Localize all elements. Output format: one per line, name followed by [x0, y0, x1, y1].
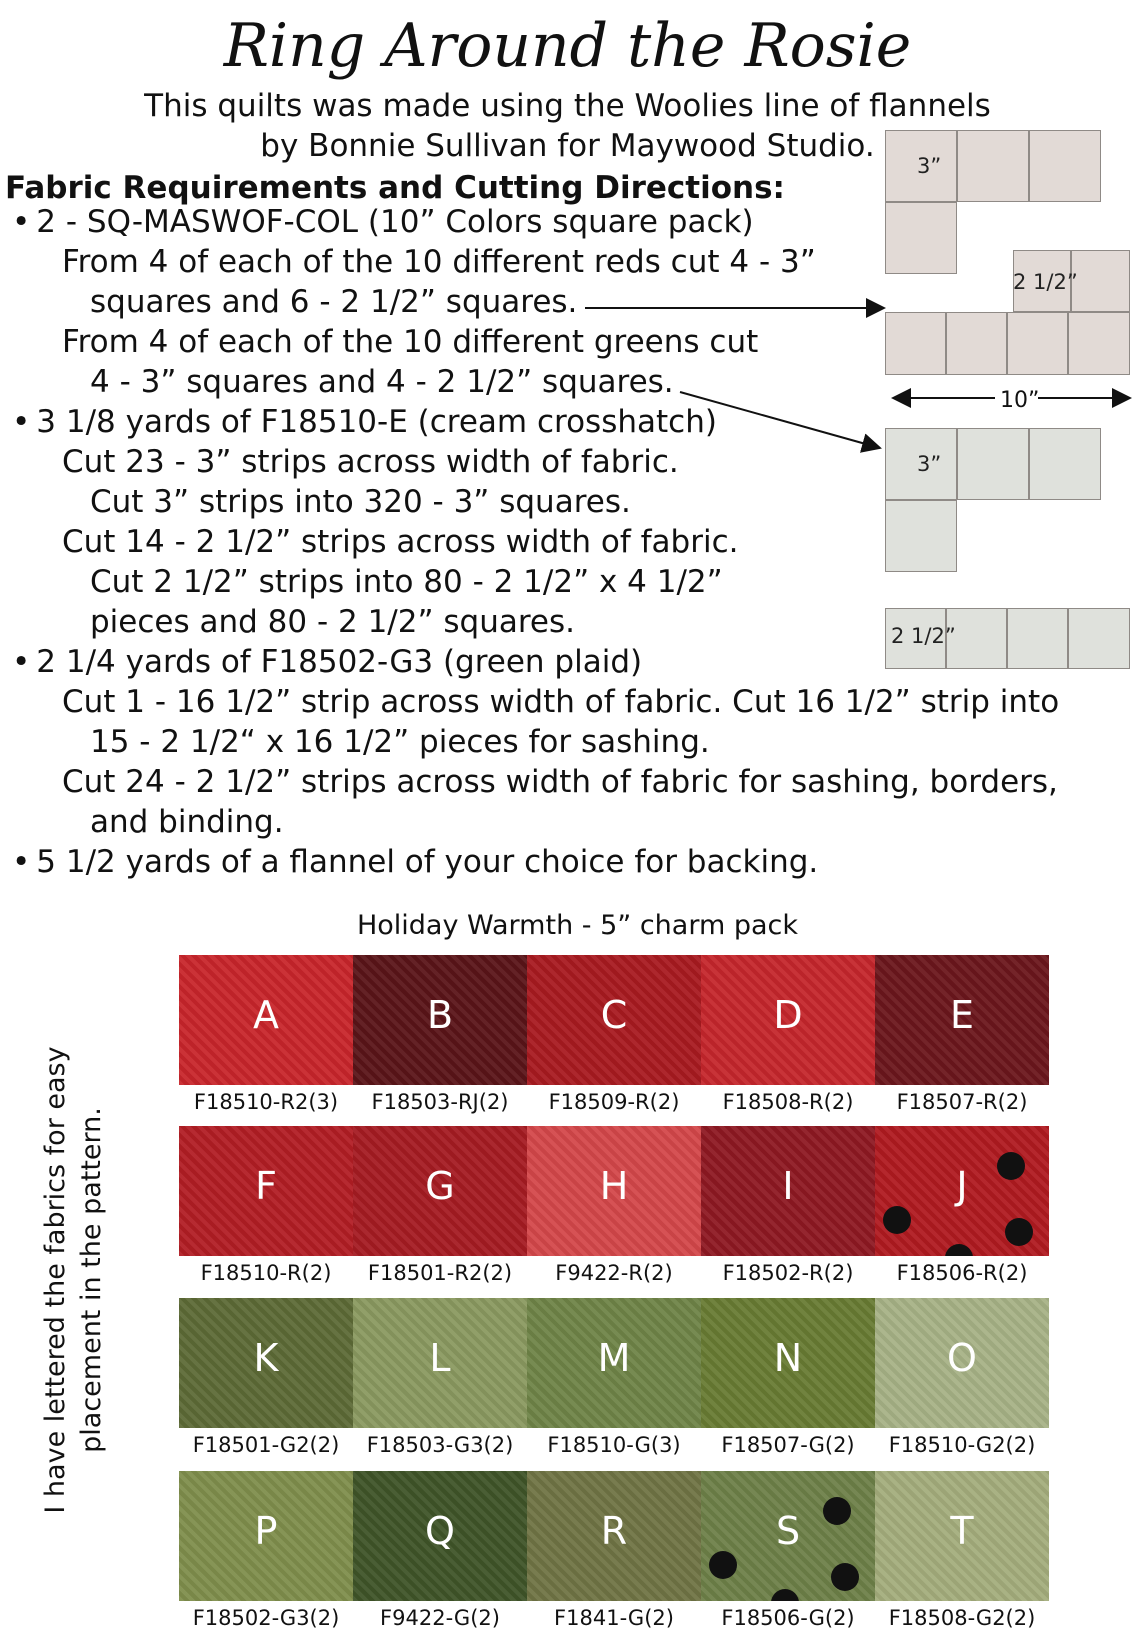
- swatch-letter: R: [600, 1509, 628, 1553]
- instruction-line: [90, 722, 710, 762]
- intro-line-1: This quilts was made using the Woolies line of flannels: [144, 88, 991, 124]
- polka-dot-icon: [945, 1244, 973, 1256]
- instruction-text: Cut 23 - 3” strips across width of fabric.: [62, 444, 679, 480]
- pointer-arrows: [0, 0, 1135, 700]
- swatch-letter: O: [947, 1336, 977, 1380]
- fabric-swatch-e: [875, 955, 1049, 1085]
- swatch-letter: H: [599, 1164, 629, 1208]
- instruction-text: Cut 1 - 16 1/2” strip across width of fabric. Cut 16 1/2” strip into: [62, 684, 1060, 720]
- swatch-letter: K: [253, 1336, 279, 1380]
- instruction-text: 15 - 2 1/2“ x 16 1/2” pieces for sashing.: [90, 724, 710, 760]
- charm-pack-title: Holiday Warmth - 5” charm pack: [356, 910, 799, 941]
- instruction-text: pieces and 80 - 2 1/2” squares.: [90, 604, 575, 640]
- diagram-label-3-inch: 3”: [917, 154, 942, 178]
- instruction-text: Cut 14 - 2 1/2” strips across width of fabric.: [62, 524, 739, 560]
- swatch-letter: I: [782, 1164, 794, 1208]
- swatch-code: F18508-G2(2): [888, 1606, 1036, 1630]
- swatch-letter: L: [429, 1336, 451, 1380]
- swatch-letter: G: [425, 1164, 455, 1208]
- polka-dot-icon: [831, 1563, 859, 1591]
- instruction-text: From 4 of each of the 10 different greens cut: [62, 324, 759, 360]
- swatch-letter: M: [597, 1336, 631, 1380]
- swatch-letter: P: [254, 1509, 278, 1553]
- fabric-swatch-g: [353, 1126, 527, 1256]
- bullet-icon: •: [12, 204, 31, 240]
- polka-dot-icon: [709, 1551, 737, 1579]
- swatch-code: F18502-R(2): [722, 1261, 854, 1285]
- bullet-icon: •: [12, 644, 31, 680]
- instruction-text: Cut 2 1/2” strips into 80 - 2 1/2” x 4 1/2”: [90, 564, 723, 600]
- instruction-text: Cut 24 - 2 1/2” strips across width of fabric for sashing, borders,: [62, 764, 1058, 800]
- fabric-swatch-n: [701, 1298, 875, 1428]
- swatch-code: F18507-G(2): [721, 1433, 855, 1457]
- fabric-swatch-p: [179, 1471, 353, 1601]
- arrow-to-cream-block: [680, 392, 880, 448]
- fabric-swatch-i: [701, 1126, 875, 1256]
- fabric-swatch-s: [701, 1471, 875, 1601]
- swatch-code: F18502-G3(2): [192, 1606, 340, 1630]
- swatch-code: F18509-R(2): [548, 1090, 680, 1114]
- swatch-code: F9422-G(2): [380, 1606, 500, 1630]
- polka-dot-icon: [771, 1589, 799, 1601]
- diagram-label-2-5-inch: 2 1/2”: [1013, 270, 1078, 294]
- fabric-swatch-r: [527, 1471, 701, 1601]
- swatch-code: F18507-R(2): [896, 1090, 1028, 1114]
- instruction-text: 2 - SQ-MASWOF-COL (10” Colors square pack): [36, 204, 754, 240]
- fabric-swatch-o: [875, 1298, 1049, 1428]
- swatch-letter: C: [600, 993, 628, 1037]
- dimension-label: 10”: [1000, 388, 1040, 413]
- swatch-letter: B: [426, 993, 454, 1037]
- instruction-line: [90, 802, 284, 842]
- side-note: I have lettered the fabrics for easy placement in the pattern.: [40, 1046, 107, 1514]
- swatch-letter: A: [253, 993, 279, 1037]
- section-heading: Fabric Requirements and Cutting Directions:: [5, 170, 785, 206]
- swatch-code: F1841-G(2): [554, 1606, 674, 1630]
- instruction-line: [62, 762, 1058, 802]
- swatch-letter: Q: [425, 1509, 455, 1553]
- swatch-code: F18503-RJ(2): [371, 1090, 509, 1114]
- swatch-code: F18501-G2(2): [192, 1433, 340, 1457]
- swatch-code: F18506-G(2): [721, 1606, 855, 1630]
- diagram-label-2-5-inch: 2 1/2”: [891, 624, 956, 648]
- fabric-swatch-f: [179, 1126, 353, 1256]
- instruction-text: 3 1/8 yards of F18510-E (cream crosshatch): [36, 404, 717, 440]
- instruction-text: 4 - 3” squares and 4 - 2 1/2” squares.: [90, 364, 674, 400]
- fabric-swatch-j: [875, 1126, 1049, 1256]
- instruction-text: 2 1/4 yards of F18502-G3 (green plaid): [36, 644, 643, 680]
- swatch-letter: F: [255, 1164, 277, 1208]
- intro-line-2: by Bonnie Sullivan for Maywood Studio.: [260, 128, 875, 164]
- bullet-icon: •: [12, 844, 31, 880]
- polka-dot-icon: [1005, 1218, 1033, 1246]
- instruction-text: Cut 3” strips into 320 - 3” squares.: [90, 484, 631, 520]
- bullet-icon: •: [12, 404, 31, 440]
- swatch-code: F18501-R2(2): [367, 1261, 513, 1285]
- swatch-code: F18510-R2(3): [193, 1090, 339, 1114]
- instruction-text: squares and 6 - 2 1/2” squares.: [90, 284, 578, 320]
- fabric-swatch-k: [179, 1298, 353, 1428]
- swatch-code: F18510-G(3): [547, 1433, 681, 1457]
- swatch-code: F18503-G3(2): [366, 1433, 514, 1457]
- fabric-swatch-t: [875, 1471, 1049, 1601]
- swatch-code: F18506-R(2): [896, 1261, 1028, 1285]
- instruction-text: 5 1/2 yards of a flannel of your choice for backing.: [36, 844, 819, 880]
- swatch-letter: E: [949, 993, 974, 1037]
- fabric-swatch-b: [353, 955, 527, 1085]
- fabric-swatch-d: [701, 955, 875, 1085]
- page-title: Ring Around the Rosie: [223, 11, 912, 81]
- swatch-letter: T: [950, 1509, 974, 1553]
- polka-dot-icon: [883, 1206, 911, 1234]
- diagram-label-3-inch: 3”: [917, 452, 942, 476]
- swatch-code: F18508-R(2): [722, 1090, 854, 1114]
- bullet-item: [12, 842, 818, 882]
- fabric-swatch-a: [179, 955, 353, 1085]
- swatch-code: F9422-R(2): [555, 1261, 673, 1285]
- swatch-code: F18510-G2(2): [888, 1433, 1036, 1457]
- swatch-letter: S: [775, 1509, 801, 1553]
- swatch-letter: N: [773, 1336, 803, 1380]
- fabric-swatch-c: [527, 955, 701, 1085]
- swatch-letter: D: [773, 993, 803, 1037]
- fabric-swatch-m: [527, 1298, 701, 1428]
- instruction-text: and binding.: [90, 804, 284, 840]
- fabric-swatch-l: [353, 1298, 527, 1428]
- instruction-text: From 4 of each of the 10 different reds cut 4 - 3”: [62, 244, 816, 280]
- swatch-code: F18510-R(2): [200, 1261, 332, 1285]
- fabric-swatch-h: [527, 1126, 701, 1256]
- fabric-swatch-q: [353, 1471, 527, 1601]
- swatch-letter: J: [956, 1164, 968, 1208]
